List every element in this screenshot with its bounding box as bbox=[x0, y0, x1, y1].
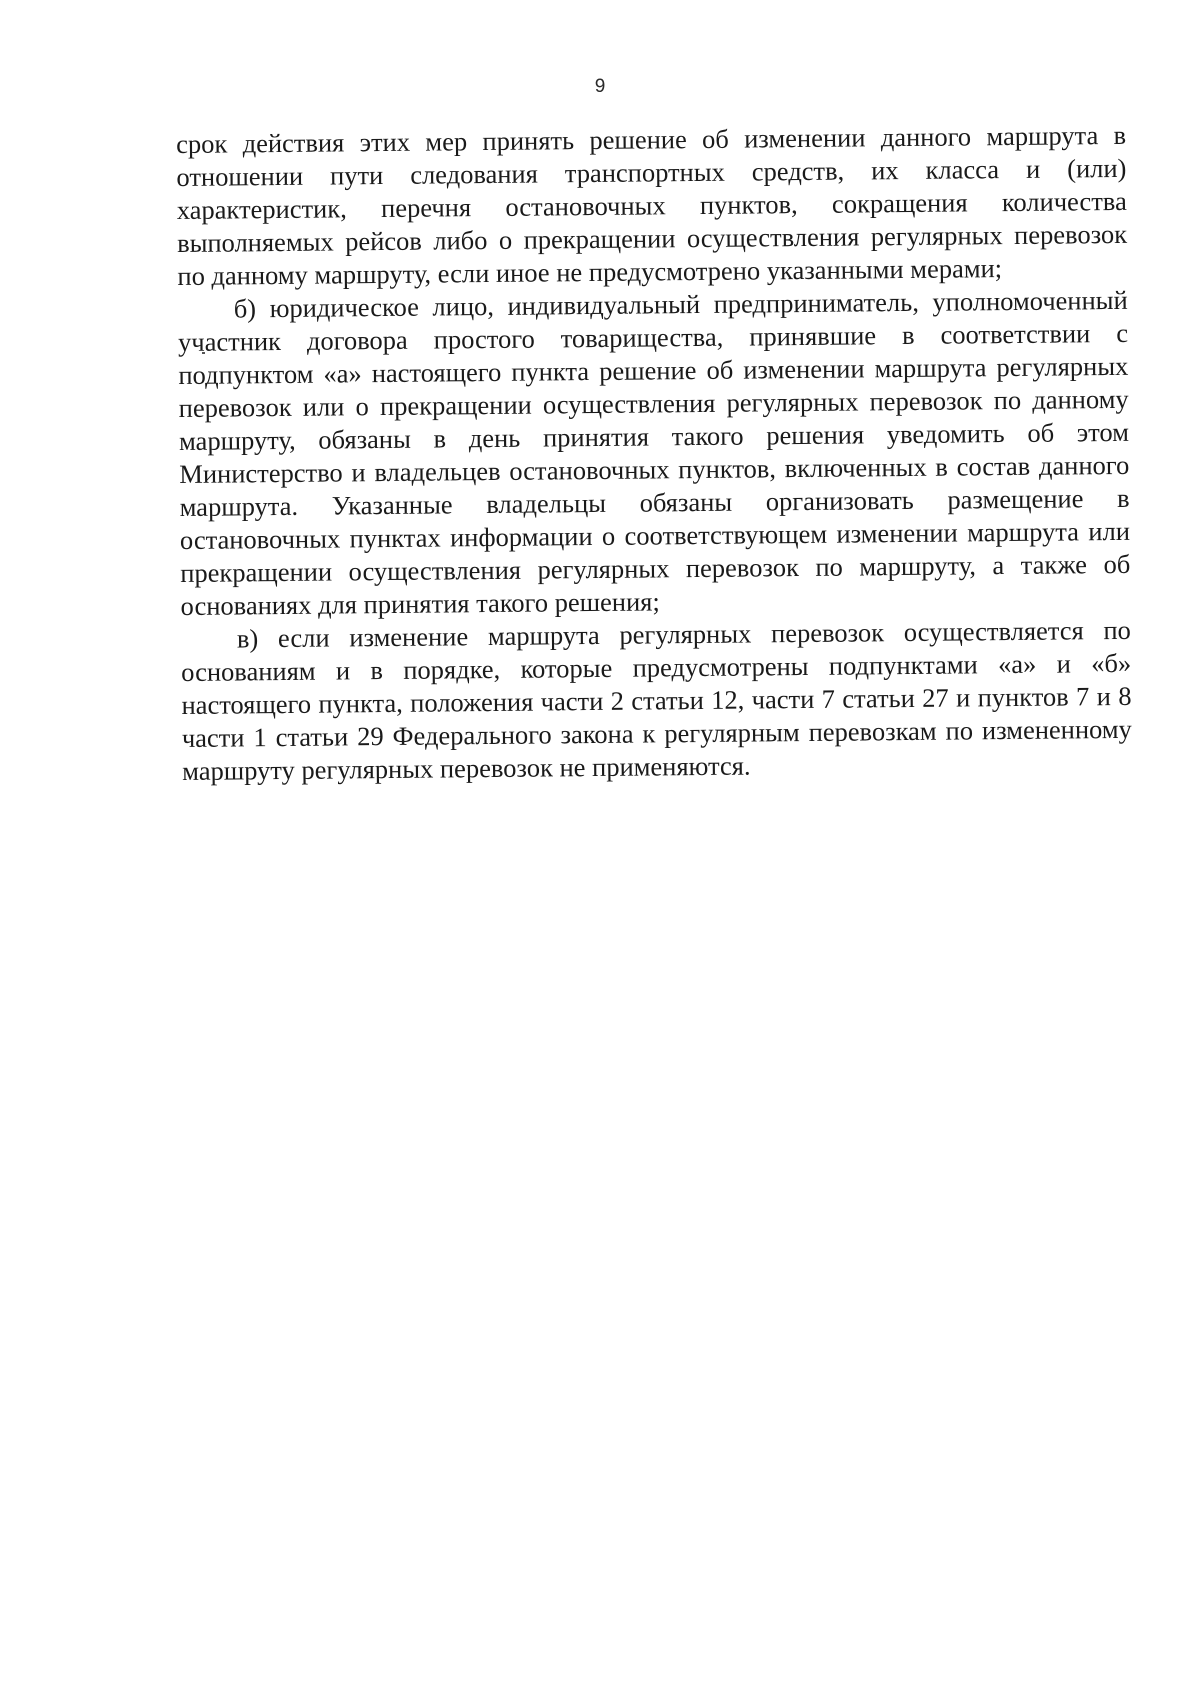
paragraph-item-v: в) если изменение маршрута регулярных перевозок осуществляется по основаниям и в порядке, которые предусмотрены подпунктами «а» и «б» настоящего пункта, положения части 2 статьи 12, части 7 статьи 27 и пунктов 7 и 8 части 1 статьи 29 Федерального закона к регулярным перевозкам по измененному маршруту регулярных перевозок не применяются. bbox=[181, 614, 1132, 786]
document-body bbox=[176, 119, 1132, 788]
paragraph-continuation: срок действия этих мер принять решение об изменении данного маршрута в отношении пути следования транспортных средств, их класса и (или) характеристик, перечня остановочных пунктов, сокращения количества выполняемых рейсов либо о прекращении осуществления регулярных перевозок по данному маршруту, если иное не предусмотрено указанными мерами; bbox=[176, 119, 1128, 291]
paragraph-item-b: б) юридическое лицо, индивидуальный предприниматель, уполномоченный участник договора простого товарищества, принявшие в соответствии с подпунктом «а» настоящего пункта решение об изменении маршрута регулярных перевозок или о прекращении осуществления регулярных перевозок по данному маршруту, обязаны в день принятия такого решения уведомить об этом Министерство и владельцев остановочных пунктов, включенных в состав данного маршрута. Указанные владельцы обязаны организовать размещение в остановочных пунктах информации о соответствующем изменении маршрута или прекращении осуществления регулярных перевозок по маршруту, а также об основаниях для принятия такого решения; bbox=[177, 284, 1131, 621]
page-number: 9 bbox=[594, 76, 606, 97]
